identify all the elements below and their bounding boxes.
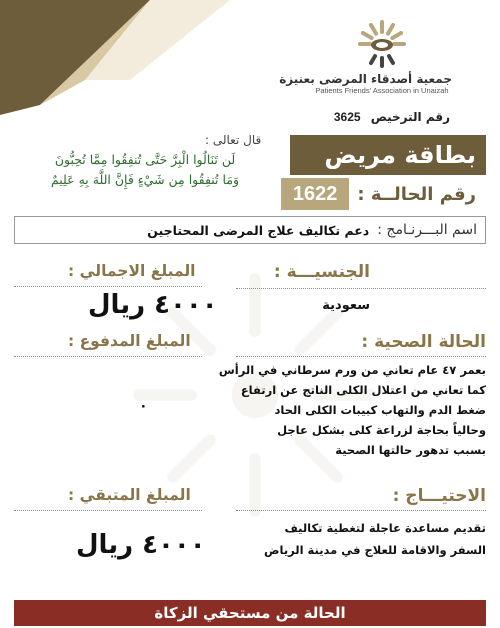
- case-number-value: 1622: [281, 178, 350, 210]
- health-line: بعمر ٤٧ عام تعاني من ورم سرطاني في الرأس: [218, 363, 486, 377]
- verse-intro: قال تعالى :: [205, 133, 262, 147]
- total-amount-label: المبلغ الاجمالي :: [68, 262, 196, 280]
- health-divider: [236, 356, 486, 357]
- program-label: اسم البـــرنـامج :: [377, 222, 477, 238]
- need-heading: الاحتيـــاج :: [392, 486, 486, 506]
- health-heading: الحالة الصحية :: [361, 332, 486, 352]
- remaining-amount-value: ٤٠٠٠ ريال: [76, 530, 206, 560]
- paid-amount-value: ٠: [139, 398, 148, 414]
- license-label: رقم الترخيص: [370, 110, 450, 124]
- remaining-amount-divider: [14, 510, 202, 511]
- organization-logo: [279, 18, 452, 95]
- zakat-banner: الحالة من مستحقي الزكاة: [14, 600, 486, 626]
- verse-line-2: وَمَا تُنفِقُوا مِن شَيْءٍ فَإِنَّ اللَّهَ بِهِ عَلِيمٌ: [50, 172, 240, 187]
- case-number-label: رقم الحالــة :: [357, 183, 476, 205]
- remaining-amount-label: المبلغ المتبقي :: [68, 486, 191, 504]
- quran-verse: [10, 150, 280, 190]
- total-amount-value: ٤٠٠٠ ريال: [88, 290, 218, 320]
- health-line: كما تعاني من اعتلال الكلى الناتج عن ارتفاع: [240, 383, 486, 397]
- nationality-divider: [236, 288, 486, 289]
- paid-amount-divider: [14, 356, 202, 357]
- need-line: السفر والاقامة للعلاج في مدينة الرياض: [264, 543, 486, 557]
- corner-decoration: [0, 0, 230, 115]
- health-line: ضغط الدم والتهاب كبيبات الكلى الحاد: [274, 403, 486, 417]
- total-amount-divider: [14, 286, 202, 287]
- license-value: 3625: [333, 110, 361, 124]
- need-description: [236, 517, 486, 561]
- nationality-value: سعودية: [322, 298, 370, 313]
- nationality-heading: الجنسيـــة :: [273, 262, 370, 282]
- health-description: [218, 360, 486, 460]
- license-number: [334, 110, 450, 124]
- verse-line-1: لَن تَنَالُوا الْبِرَّ حَتَّى تُنفِقُوا مِمَّا تُحِبُّونَ: [54, 152, 236, 167]
- case-number-row: [290, 178, 486, 210]
- paid-amount-label: المبلغ المدفوع :: [68, 332, 191, 350]
- program-box: [14, 216, 486, 244]
- organization-name-english: Patients Friends' Association in Unaizah: [315, 86, 449, 95]
- sunburst-hands-icon: [347, 18, 417, 70]
- need-divider: [236, 510, 486, 511]
- health-line: بسبب تدهور حالتها الصحية: [335, 443, 486, 457]
- need-line: تقديم مساعدة عاجلة لتغطية تكاليف: [284, 521, 486, 535]
- card-title: بطاقة مريض: [290, 135, 486, 175]
- organization-name-arabic: جمعية أصدقاء المرضى بعنيزة: [279, 72, 452, 86]
- health-line: وحالياً بحاجة لزراعة كلى بشكل عاجل: [277, 423, 486, 437]
- program-value: دعم تكاليف علاج المرضى المحتاجين: [147, 222, 370, 238]
